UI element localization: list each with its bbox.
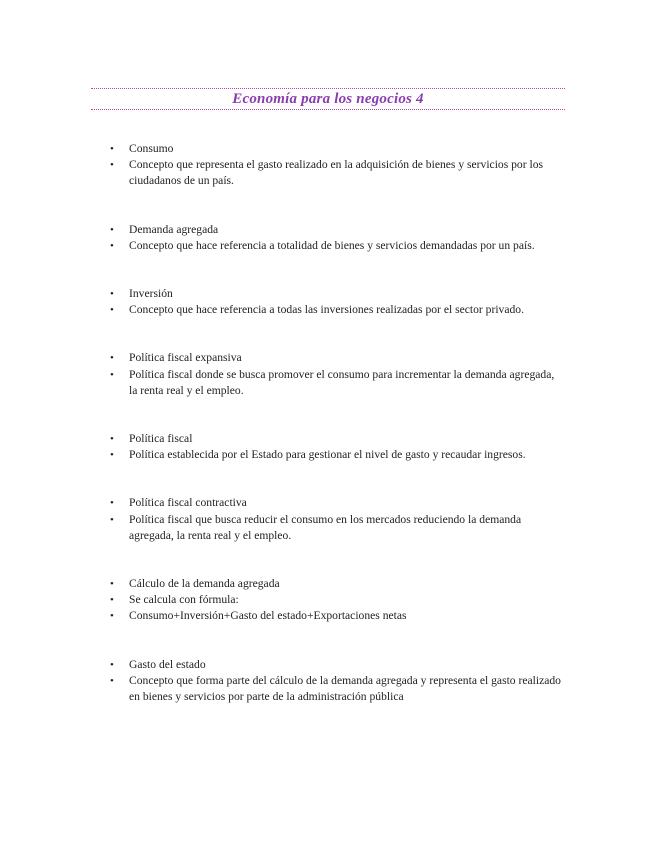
bullet-icon: • — [110, 497, 114, 510]
title-rule-top — [91, 88, 565, 89]
bullet-icon: • — [110, 578, 114, 591]
bullet-icon: • — [110, 223, 114, 236]
bullet-icon: • — [110, 288, 114, 301]
bullet-icon: • — [110, 513, 114, 526]
list-item-text: Política establecida por el Estado para gestionar el nivel de gasto y recaudar ingresos. — [129, 448, 526, 462]
list-item — [110, 157, 565, 189]
list-item-text: Demanda agregada — [129, 222, 219, 236]
list-item — [110, 350, 565, 366]
list-item — [110, 302, 565, 318]
list-item-text: Política fiscal contractiva — [129, 496, 247, 510]
list-item-text: Consumo — [129, 142, 174, 155]
list-item — [110, 608, 565, 624]
list-item-text: Cálculo de la demanda agregada — [129, 577, 280, 591]
list-item — [110, 576, 565, 592]
bullet-group-politica-fiscal-expansiva — [110, 350, 565, 399]
list-item-text: Política fiscal donde se busca promover el consumo para incrementar la demanda agregada, la renta real y el empleo. — [129, 367, 555, 397]
bullet-group-demanda-agregada — [110, 222, 565, 254]
list-item — [110, 673, 565, 705]
bullet-group-consumo — [110, 141, 565, 190]
list-item — [110, 222, 565, 238]
list-item — [110, 495, 565, 511]
list-item — [110, 592, 565, 608]
bullet-icon: • — [110, 594, 114, 607]
bullet-icon: • — [110, 368, 114, 381]
list-item-text: Política fiscal que busca reducir el consumo en los mercados reduciendo la demanda agregada, la renta real y el empleo. — [129, 512, 522, 542]
bullet-icon: • — [110, 449, 114, 462]
bullet-icon: • — [110, 658, 114, 671]
bullet-icon: • — [110, 143, 114, 155]
title-rule-bottom — [91, 109, 565, 110]
list-item-text: Concepto que hace referencia a totalidad de bienes y servicios demandadas por un país. — [129, 238, 535, 252]
bullet-icon: • — [110, 433, 114, 446]
list-item — [110, 141, 565, 157]
list-item — [110, 238, 565, 254]
list-item-text: Política fiscal — [129, 432, 193, 446]
list-item-text: Inversión — [129, 287, 173, 301]
bullet-list-container — [110, 141, 565, 737]
list-item-text: Concepto que representa el gasto realizado en la adquisición de bienes y servicios por los ciudadanos de un país. — [129, 158, 544, 188]
bullet-group-calculo-demanda — [110, 576, 565, 625]
list-item-text: Concepto que forma parte del cálculo de la demanda agregada y representa el gasto realizado en bienes y servicios por parte de la administración pública — [129, 673, 561, 704]
bullet-group-gasto-del-estado — [110, 657, 565, 706]
list-item — [110, 286, 565, 302]
list-item-text: Se calcula con fórmula: — [129, 593, 239, 607]
list-item-text: Gasto del estado — [129, 657, 206, 671]
list-item-text: Consumo+Inversión+Gasto del estado+Exportaciones netas — [129, 609, 407, 623]
bullet-icon: • — [110, 159, 114, 172]
bullet-icon: • — [110, 239, 114, 252]
bullet-group-politica-fiscal-contractiva — [110, 495, 565, 544]
document-title: Economía para los negocios 4 — [232, 91, 424, 107]
list-item — [110, 512, 565, 544]
bullet-icon: • — [110, 304, 114, 317]
list-item — [110, 431, 565, 447]
list-item-text: Concepto que hace referencia a todas las inversiones realizadas por el sector privado. — [129, 303, 524, 317]
list-item — [110, 367, 565, 399]
list-item-text: Política fiscal expansiva — [129, 351, 242, 365]
list-item — [110, 447, 565, 463]
bullet-group-inversion — [110, 286, 565, 318]
bullet-icon: • — [110, 352, 114, 365]
bullet-group-politica-fiscal — [110, 431, 565, 463]
list-item — [110, 657, 565, 673]
bullet-icon: • — [110, 674, 114, 687]
bullet-icon: • — [110, 610, 114, 623]
